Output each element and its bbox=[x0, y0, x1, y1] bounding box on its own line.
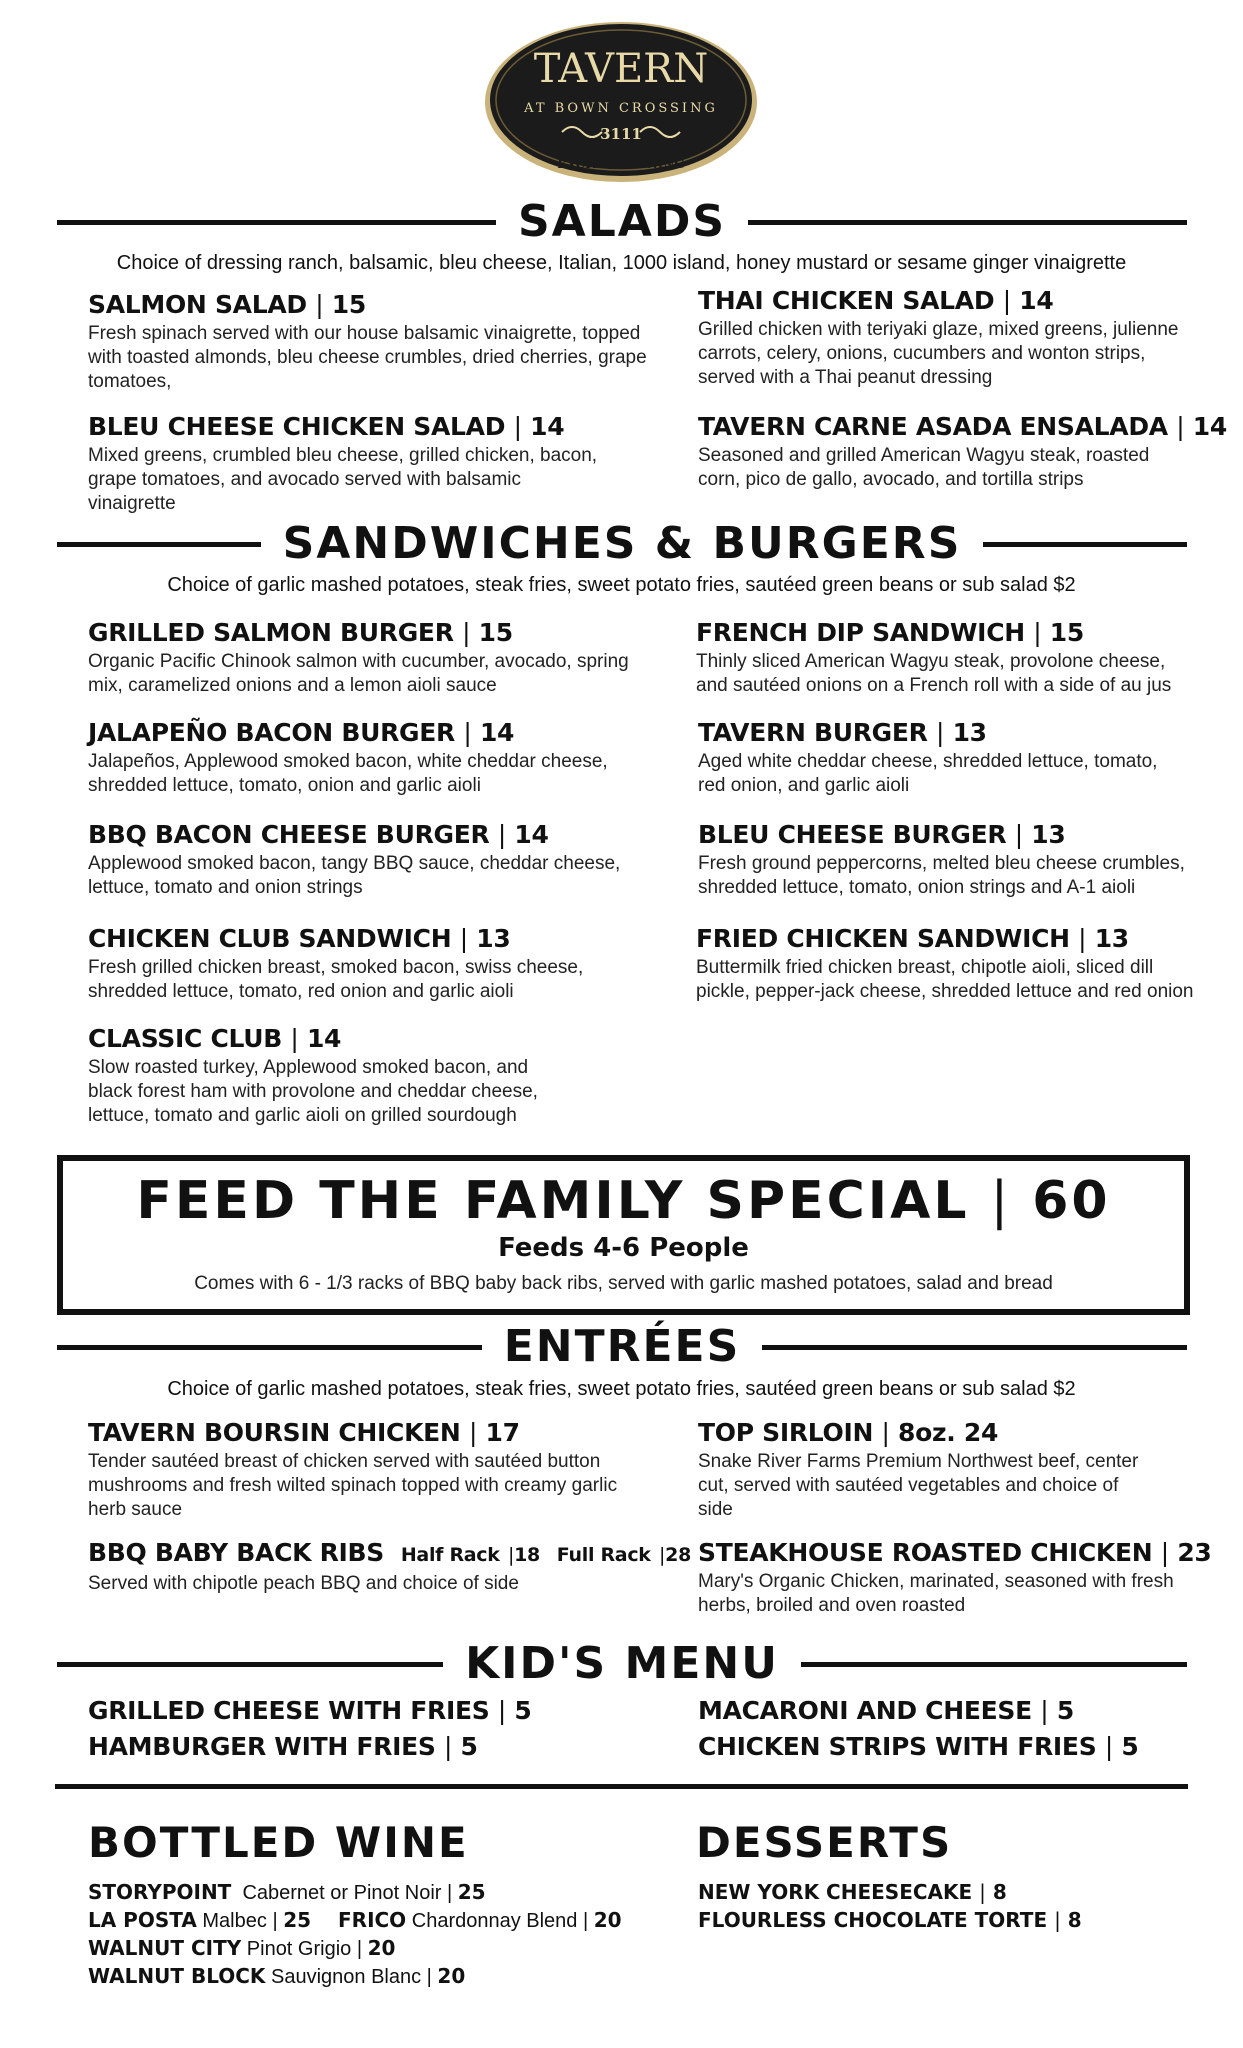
item-name-line: THAI CHICKEN SALAD | 14 bbox=[698, 286, 1054, 315]
wine-name: STORYPOINT bbox=[88, 1880, 232, 1904]
item-name-line: TAVERN BURGER | 13 bbox=[698, 718, 987, 747]
item-price: 14 bbox=[479, 718, 515, 747]
item-name: FRIED CHICKEN SANDWICH bbox=[696, 924, 1070, 953]
wine-variety: Chardonnay Blend bbox=[411, 1910, 578, 1932]
kids-item: HAMBURGER WITH FRIES | 5 bbox=[88, 1732, 478, 1761]
sandwiches-note: Choice of garlic mashed potatoes, steak fries, sweet potato fries, sautéed green beans or sub salad $2 bbox=[167, 574, 1076, 596]
entrees-note: Choice of garlic mashed potatoes, steak fries, sweet potato fries, sautéed green beans or sub salad $2 bbox=[167, 1378, 1076, 1400]
item-price: 13 bbox=[952, 718, 987, 747]
wine-name: FRICO bbox=[338, 1908, 407, 1932]
item-name: GRILLED CHEESE WITH FRIES bbox=[88, 1696, 490, 1725]
kids-title: KID'S MENU bbox=[465, 1638, 779, 1689]
item-name: CHICKEN STRIPS WITH FRIES bbox=[698, 1732, 1097, 1761]
menu-item bbox=[88, 290, 648, 394]
family-title-line: FEED THE FAMILY SPECIAL | 60 bbox=[136, 1171, 1111, 1231]
divider bbox=[55, 1784, 1188, 1789]
item-price: 17 bbox=[485, 1418, 520, 1447]
item-name: GRILLED SALMON BURGER bbox=[88, 618, 454, 647]
item-name: BLEU CHEESE BURGER bbox=[698, 820, 1007, 849]
item-price: 13 bbox=[476, 924, 511, 953]
item-price: 8 bbox=[992, 1880, 1007, 1904]
wine-title: BOTTLED WINE bbox=[88, 1818, 469, 1867]
item-name: JALAPEÑO BACON BURGER bbox=[88, 718, 455, 747]
wine-item: LA POSTA Malbec | 25 bbox=[88, 1908, 312, 1932]
item-price: 5 bbox=[460, 1732, 478, 1761]
salads-header bbox=[57, 196, 1187, 247]
item-price: 13 bbox=[1031, 820, 1066, 849]
item-price: 15 bbox=[1049, 618, 1084, 647]
item-desc: Thinly sliced American Wagyu steak, provolone cheese, and sautéed onions on a French roll with a side of au jus bbox=[696, 651, 1172, 696]
item-name: FLOURLESS CHOCOLATE TORTE bbox=[698, 1908, 1048, 1932]
menu-item bbox=[88, 1024, 568, 1128]
family-desc: Comes with 6 - 1/3 racks of BBQ baby back ribs, served with garlic mashed potatoes, salad and bread bbox=[194, 1273, 1053, 1294]
item-name-line: CLASSIC CLUB | 14 bbox=[88, 1024, 342, 1053]
logo-name: TAVERN bbox=[533, 46, 709, 92]
logo-tagline: EXCITING DINING bbox=[557, 157, 685, 171]
item-desc: Mary's Organic Chicken, marinated, seasoned with fresh herbs, broiled and oven roasted bbox=[698, 1571, 1174, 1616]
family-special-box bbox=[57, 1155, 1190, 1315]
salads-note: Choice of dressing ranch, balsamic, bleu cheese, Italian, 1000 island, honey mustard or sesame ginger vinaigrette bbox=[116, 252, 1127, 274]
wine-variety: Pinot Grigio bbox=[246, 1938, 352, 1960]
item-name-line: TAVERN CARNE ASADA ENSALADA | 14 bbox=[698, 412, 1227, 441]
kids-item: MACARONI AND CHEESE | 5 bbox=[698, 1696, 1074, 1725]
menu-item bbox=[88, 718, 648, 798]
menu-item bbox=[696, 618, 1186, 698]
menu-item bbox=[698, 412, 1227, 492]
item-price: 14 bbox=[1019, 286, 1054, 315]
wine-price: 20 bbox=[367, 1936, 396, 1960]
item-name-line: TAVERN BOURSIN CHICKEN | 17 bbox=[88, 1418, 520, 1447]
item-name: BBQ BABY BACK RIBS bbox=[88, 1538, 385, 1567]
kids-item: GRILLED CHEESE WITH FRIES | 5 bbox=[88, 1696, 532, 1725]
divider bbox=[57, 1662, 443, 1667]
item-name: CHICKEN CLUB SANDWICH bbox=[88, 924, 452, 953]
item-name: TAVERN BURGER bbox=[698, 718, 928, 747]
dessert-item: NEW YORK CHEESECAKE | 8 bbox=[698, 1880, 1007, 1904]
wine-price: 25 bbox=[283, 1908, 312, 1932]
divider bbox=[801, 1662, 1187, 1667]
item-name-line: JALAPEÑO BACON BURGER | 14 bbox=[88, 718, 515, 747]
item-name: THAI CHICKEN SALAD bbox=[698, 286, 995, 315]
wine-price: 20 bbox=[593, 1908, 622, 1932]
divider bbox=[57, 220, 496, 225]
item-desc: Slow roasted turkey, Applewood smoked bacon, and black forest ham with provolone and cheddar cheese, lettuce, tomato and garlic aioli on grilled sourdough bbox=[88, 1057, 538, 1126]
item-name-line: BLEU CHEESE BURGER | 13 bbox=[698, 820, 1066, 849]
item-desc: Buttermilk fried chicken breast, chipotle aioli, sliced dill pickle, pepper-jack cheese, shredded lettuce and red onion bbox=[696, 957, 1194, 1002]
wine-variety: Sauvignon Blanc bbox=[270, 1966, 422, 1988]
item-price: 5 bbox=[1056, 1696, 1074, 1725]
entrees-header bbox=[57, 1321, 1187, 1372]
item-price: 8 bbox=[1067, 1908, 1082, 1932]
wine-item: WALNUT BLOCK Sauvignon Blanc | 20 bbox=[88, 1964, 466, 1988]
family-price: 60 bbox=[1032, 1171, 1111, 1231]
full-rack-price: 28 bbox=[665, 1544, 691, 1566]
menu-item bbox=[88, 412, 608, 516]
item-desc: Jalapeños, Applewood smoked bacon, white cheddar cheese, shredded lettuce, tomato, onion and garlic aioli bbox=[88, 751, 608, 796]
divider bbox=[57, 1345, 482, 1350]
item-name-line: TOP SIRLOIN | 8oz. 24 bbox=[698, 1418, 999, 1447]
menu-item bbox=[88, 820, 648, 900]
item-name: TAVERN CARNE ASADA ENSALADA bbox=[698, 412, 1168, 441]
wine-item: WALNUT CITY Pinot Grigio | 20 bbox=[88, 1936, 396, 1960]
family-subtitle: Feeds 4-6 People bbox=[498, 1233, 749, 1263]
kids-header bbox=[57, 1638, 1187, 1689]
wine-price: 20 bbox=[437, 1964, 466, 1988]
item-desc: Grilled chicken with teriyaki glaze, mixed greens, julienne carrots, celery, onions, cucumbers and wonton strips, served with a Thai peanut dressing bbox=[698, 319, 1179, 388]
item-desc: Aged white cheddar cheese, shredded lettuce, tomato, red onion, and garlic aioli bbox=[698, 751, 1158, 796]
wine-item: FRICO Chardonnay Blend | 20 bbox=[338, 1908, 622, 1932]
item-price: 23 bbox=[1177, 1538, 1212, 1567]
menu-item bbox=[698, 286, 1188, 390]
item-name: FRENCH DIP SANDWICH bbox=[696, 618, 1025, 647]
sandwiches-header bbox=[57, 518, 1187, 569]
item-name-line: BBQ BABY BACK RIBS Half Rack |18 Full Rack |28 bbox=[88, 1538, 691, 1567]
wine-name: WALNUT BLOCK bbox=[88, 1964, 266, 1988]
menu-item bbox=[696, 924, 1196, 1004]
menu-item bbox=[698, 1418, 1158, 1522]
menu-item bbox=[698, 718, 1188, 798]
item-name-line: FRENCH DIP SANDWICH | 15 bbox=[696, 618, 1084, 647]
wine-name: LA POSTA bbox=[88, 1908, 197, 1932]
entrees-title: ENTRÉES bbox=[503, 1321, 741, 1372]
item-name-line: BLEU CHEESE CHICKEN SALAD | 14 bbox=[88, 412, 565, 441]
item-price: 5 bbox=[1121, 1732, 1139, 1761]
family-title: FEED THE FAMILY SPECIAL bbox=[136, 1171, 970, 1231]
item-name: STEAKHOUSE ROASTED CHICKEN bbox=[698, 1538, 1153, 1567]
full-rack-label: Full Rack bbox=[556, 1544, 651, 1566]
divider bbox=[57, 542, 261, 547]
item-name-line: GRILLED SALMON BURGER | 15 bbox=[88, 618, 513, 647]
item-name: NEW YORK CHEESECAKE bbox=[698, 1880, 973, 1904]
menu-item bbox=[88, 1538, 691, 1596]
half-rack-price: 18 bbox=[514, 1544, 540, 1566]
divider bbox=[983, 542, 1187, 547]
item-name-line: CHICKEN CLUB SANDWICH | 13 bbox=[88, 924, 511, 953]
divider bbox=[748, 220, 1187, 225]
menu-item bbox=[698, 820, 1188, 900]
logo-number: 3111 bbox=[600, 125, 642, 143]
wine-item: STORYPOINT Cabernet or Pinot Noir | 25 bbox=[88, 1880, 486, 1904]
item-price: 15 bbox=[331, 290, 366, 319]
item-price: 14 bbox=[530, 412, 565, 441]
item-name-line: BBQ BACON CHEESE BURGER | 14 bbox=[88, 820, 549, 849]
item-price: 5 bbox=[514, 1696, 532, 1725]
item-name: MACARONI AND CHEESE bbox=[698, 1696, 1032, 1725]
sandwiches-title: SANDWICHES & BURGERS bbox=[282, 518, 962, 569]
menu-item bbox=[698, 1538, 1212, 1618]
item-desc: Snake River Farms Premium Northwest beef, center cut, served with sautéed vegetables and choice of side bbox=[698, 1451, 1139, 1520]
item-desc: Mixed greens, crumbled bleu cheese, grilled chicken, bacon, grape tomatoes, and avocado served with balsamic vinaigrette bbox=[88, 445, 598, 514]
item-desc: Fresh spinach served with our house balsamic vinaigrette, topped with toasted almonds, bleu cheese crumbles, dried cherries, grape tomatoes, bbox=[88, 323, 647, 392]
menu-item bbox=[88, 924, 648, 1004]
wine-name: WALNUT CITY bbox=[88, 1936, 242, 1960]
item-name-line: SALMON SALAD | 15 bbox=[88, 290, 366, 319]
half-rack-label: Half Rack bbox=[400, 1544, 500, 1566]
divider bbox=[762, 1345, 1187, 1350]
wine-variety: Malbec bbox=[202, 1910, 267, 1932]
dessert-item: FLOURLESS CHOCOLATE TORTE | 8 bbox=[698, 1908, 1082, 1932]
item-price: 14 bbox=[1192, 412, 1227, 441]
item-desc: Organic Pacific Chinook salmon with cucumber, avocado, spring mix, caramelized onions and a lemon aioli sauce bbox=[88, 651, 629, 696]
tavern-logo bbox=[0, 0, 1243, 190]
item-price: 8oz. 24 bbox=[898, 1418, 999, 1447]
item-desc: Tender sautéed breast of chicken served with sautéed button mushrooms and fresh wilted spinach topped with creamy garlic herb sauce bbox=[88, 1451, 618, 1520]
item-desc: Served with chipotle peach BBQ and choice of side bbox=[88, 1573, 519, 1594]
item-desc: Fresh grilled chicken breast, smoked bacon, swiss cheese, shredded lettuce, tomato, red onion and garlic aioli bbox=[88, 957, 584, 1002]
item-desc: Applewood smoked bacon, tangy BBQ sauce, cheddar cheese, lettuce, tomato and onion strings bbox=[88, 853, 621, 898]
item-name: CLASSIC CLUB bbox=[88, 1024, 283, 1053]
menu-item bbox=[88, 618, 648, 698]
logo-emblem bbox=[0, 0, 1243, 190]
menu-item bbox=[88, 1418, 628, 1522]
wine-price: 25 bbox=[457, 1880, 486, 1904]
desserts-title: DESSERTS bbox=[696, 1818, 953, 1867]
salads-title: SALADS bbox=[517, 196, 727, 247]
wine-variety: Cabernet or Pinot Noir bbox=[242, 1882, 442, 1904]
item-name: BLEU CHEESE CHICKEN SALAD bbox=[88, 412, 506, 441]
item-price: 15 bbox=[478, 618, 513, 647]
item-desc: Seasoned and grilled American Wagyu steak, roasted corn, pico de gallo, avocado, and tortilla strips bbox=[698, 445, 1150, 490]
item-price: 13 bbox=[1094, 924, 1129, 953]
item-name: SALMON SALAD bbox=[88, 290, 307, 319]
item-desc: Fresh ground peppercorns, melted bleu cheese crumbles, shredded lettuce, tomato, onion strings and A-1 aioli bbox=[698, 853, 1185, 898]
item-name: BBQ BACON CHEESE BURGER bbox=[88, 820, 490, 849]
item-price: 14 bbox=[514, 820, 549, 849]
logo-sub: AT BOWN CROSSING bbox=[524, 101, 718, 116]
item-name: HAMBURGER WITH FRIES bbox=[88, 1732, 436, 1761]
item-name: TOP SIRLOIN bbox=[698, 1418, 874, 1447]
item-name-line: FRIED CHICKEN SANDWICH | 13 bbox=[696, 924, 1129, 953]
kids-item: CHICKEN STRIPS WITH FRIES | 5 bbox=[698, 1732, 1139, 1761]
item-name-line: STEAKHOUSE ROASTED CHICKEN | 23 bbox=[698, 1538, 1212, 1567]
item-name: TAVERN BOURSIN CHICKEN bbox=[88, 1418, 461, 1447]
item-price: 14 bbox=[306, 1024, 342, 1053]
